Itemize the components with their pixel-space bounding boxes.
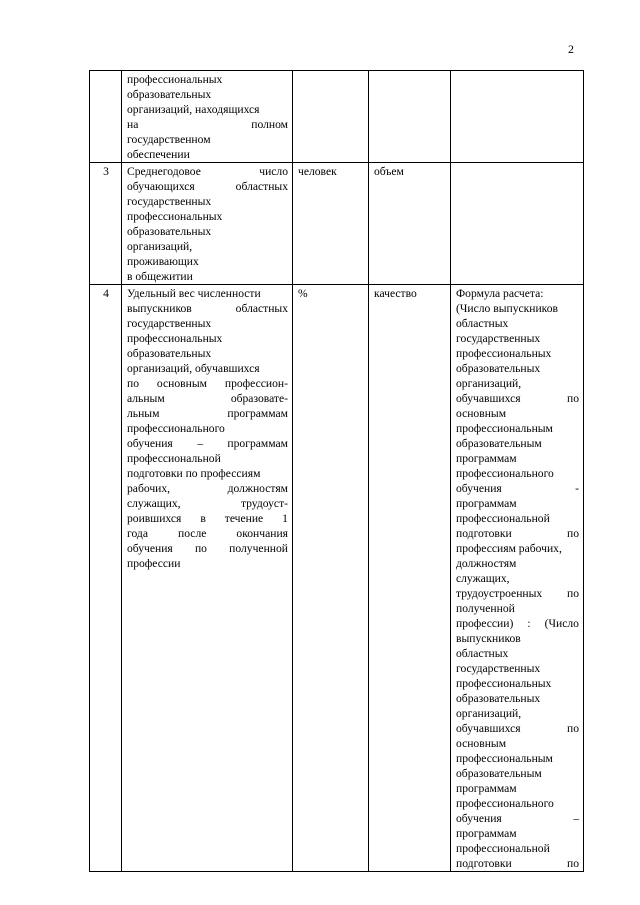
description-line: выпускников областных	[127, 302, 288, 315]
formula-line: программам	[456, 827, 517, 840]
description-line: Удельный вес численности	[127, 287, 261, 300]
description-line: профессии	[127, 557, 181, 570]
formula-line: областных	[456, 317, 509, 330]
description-line: года после окончания	[127, 527, 288, 540]
formula-line: подготовки по	[456, 527, 579, 540]
formula-line: подготовки по	[456, 857, 579, 870]
formula-line: профессиональных	[456, 347, 552, 360]
formula-line: образовательным	[456, 767, 542, 780]
formula-line: профессии) : (Число	[456, 617, 579, 630]
formula-line: обучавшихся по	[456, 392, 579, 405]
formula-line: обучения -	[456, 482, 579, 495]
formula-cell	[451, 71, 584, 163]
description-line: государственных	[127, 317, 212, 330]
formula-line: программам	[456, 782, 517, 795]
description-line: подготовки по профессиям	[127, 467, 261, 480]
formula-line: организаций,	[456, 377, 522, 390]
description-line: льным программам	[127, 407, 288, 420]
formula-line: профессиональных	[456, 677, 552, 690]
formula-line: (Число выпускников	[456, 302, 558, 315]
description-line: профессиональной	[127, 452, 221, 465]
formula-cell	[451, 285, 584, 872]
formula-line: Формула расчета:	[456, 287, 544, 300]
description-line: организаций,	[127, 240, 193, 253]
unit-cell	[293, 71, 369, 163]
formula-line: основным	[456, 737, 507, 750]
formula-line: служащих,	[456, 572, 510, 585]
description-line: образовательных	[127, 225, 212, 238]
description-line: профессионального	[127, 422, 225, 435]
table-row	[90, 71, 584, 163]
formula-line: полученной	[456, 602, 515, 615]
description-line: служащих, трудоуст-	[127, 497, 288, 510]
indicator-description-cell	[122, 285, 293, 872]
description-line: обучения по полученной	[127, 542, 288, 555]
formula-line: программам	[456, 497, 517, 510]
description-line: профессиональных	[127, 332, 223, 345]
unit-cell: %	[293, 285, 369, 872]
row-number-cell: 4	[90, 285, 122, 872]
formula-line: образовательных	[456, 362, 541, 375]
description-line: профессиональных	[127, 73, 223, 86]
formula-line: профессиональным	[456, 422, 553, 435]
formula-line: выпускников	[456, 632, 521, 645]
formula-line: программам	[456, 452, 517, 465]
description-line: образовательных	[127, 88, 212, 101]
formula-line: профессиональным	[456, 752, 553, 765]
description-line: альным образовате-	[127, 392, 288, 405]
formula-line: профессиональной	[456, 842, 550, 855]
formula-line: образовательным	[456, 437, 542, 450]
formula-line: обучавшихся по	[456, 722, 579, 735]
formula-line: организаций,	[456, 707, 522, 720]
formula-line: образовательных	[456, 692, 541, 705]
description-line: организаций, находящихся	[127, 103, 260, 116]
unit-cell: человек	[293, 163, 369, 285]
indicator-description-cell	[122, 71, 293, 163]
description-line: в общежитии	[127, 270, 193, 283]
description-line: государственном	[127, 133, 211, 146]
description-line: проживающих	[127, 255, 199, 268]
formula-line: областных	[456, 647, 509, 660]
formula-cell	[451, 163, 584, 285]
description-line: образовательных	[127, 347, 212, 360]
table-row	[90, 163, 584, 285]
formula-line: профессиям рабочих,	[456, 542, 562, 555]
description-line: обеспечении	[127, 148, 190, 161]
indicator-type-cell	[369, 71, 451, 163]
row-number-cell	[90, 71, 122, 163]
indicator-type-cell: объем	[369, 163, 451, 285]
formula-line: профессионального	[456, 797, 554, 810]
formula-line: основным	[456, 407, 507, 420]
formula-line: государственных	[456, 332, 541, 345]
formula-line: государственных	[456, 662, 541, 675]
formula-line: трудоустроенных по	[456, 587, 579, 600]
description-line: государственных	[127, 195, 212, 208]
description-line: обучения – программам	[127, 437, 288, 450]
page-number: 2	[568, 42, 574, 56]
formula-line: должностям	[456, 557, 517, 570]
description-line: на полном	[127, 118, 288, 131]
description-line: по основным профессион-	[127, 377, 288, 390]
indicator-type-cell: качество	[369, 285, 451, 872]
description-line: профессиональных	[127, 210, 223, 223]
description-line: организаций, обучавшихся	[127, 362, 260, 375]
table-row	[90, 285, 584, 872]
formula-line: обучения –	[456, 812, 579, 825]
indicator-description-cell	[122, 163, 293, 285]
formula-line: профессиональной	[456, 512, 550, 525]
description-line: обучающихся областных	[127, 180, 288, 193]
description-line: рабочих, должностям	[127, 482, 288, 495]
description-line: роившихся в течение 1	[127, 512, 288, 525]
indicator-table	[89, 70, 584, 872]
row-number-cell: 3	[90, 163, 122, 285]
formula-line: профессионального	[456, 467, 554, 480]
description-line: Среднегодовое число	[127, 165, 288, 178]
